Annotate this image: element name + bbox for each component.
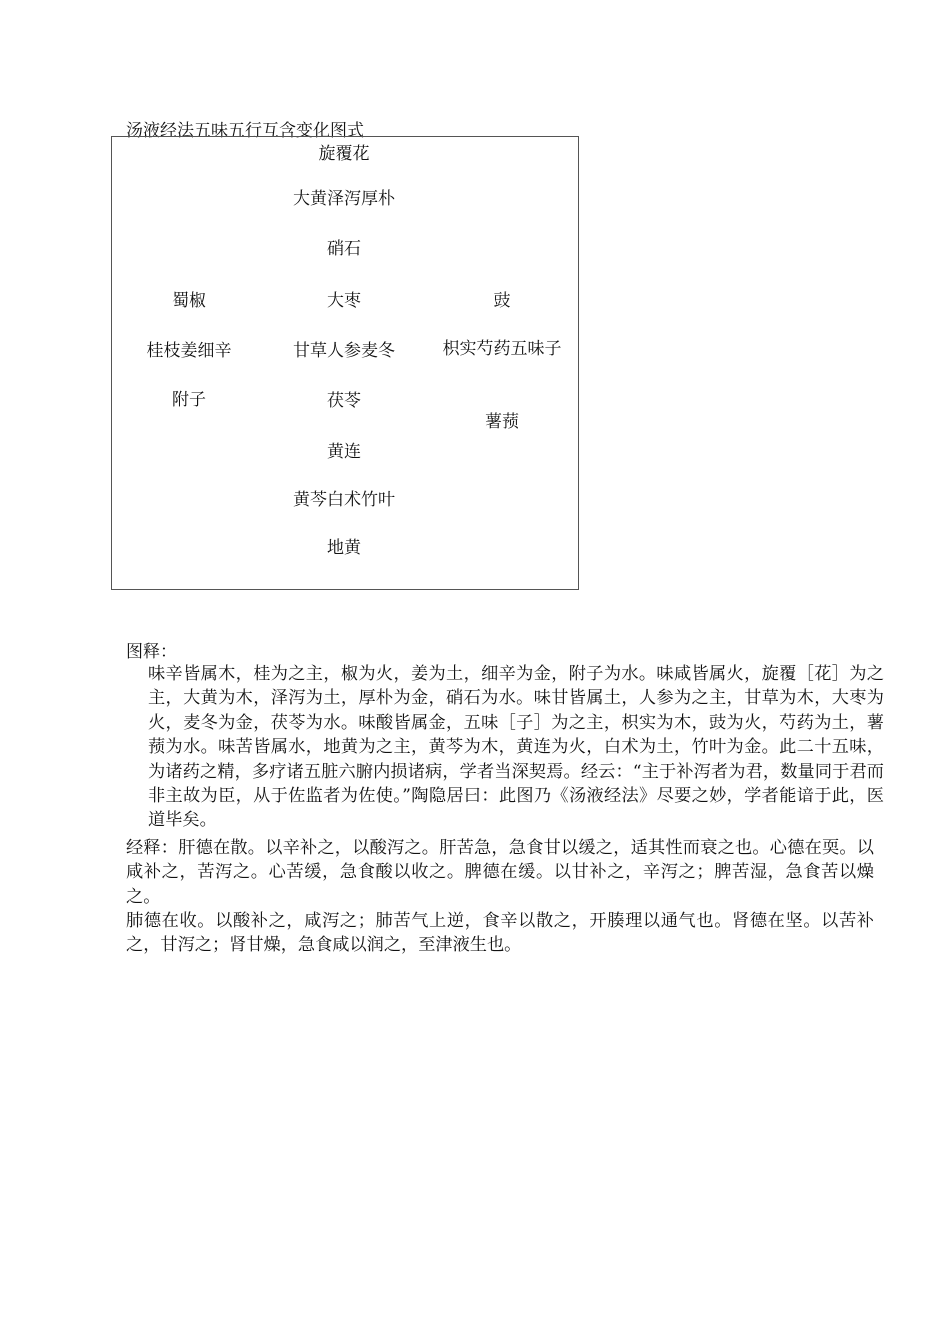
herb-center-7: 黄连 — [327, 442, 361, 462]
diagram-title: 汤液经法五味五行互含变化图式 — [126, 121, 364, 141]
herb-center-4: 大枣 — [327, 291, 361, 311]
herb-left-3: 附子 — [172, 390, 206, 410]
five-flavors-diagram — [111, 136, 579, 590]
jingshi-paragraph-1: 经释：肝德在散。以辛补之，以酸泻之。肝苦急，急食甘以缓之，适其性而衰之也。心德在耎。以咸补之，苦泻之。心苦缓，急食酸以收之。脾德在缓。以甘补之，辛泻之；脾苦湿，急食苦以燥之。 — [126, 838, 874, 907]
herb-right-2: 枳实芍药五味子 — [442, 339, 562, 359]
herb-right-3: 薯蓣 — [485, 412, 519, 432]
herb-center-6: 茯苓 — [327, 391, 361, 411]
herb-left-1: 蜀椒 — [172, 291, 206, 311]
herb-left-2: 桂枝姜细辛 — [146, 341, 232, 361]
jingshi-paragraph-2: 肺德在收。以酸补之，咸泻之；肺苦气上逆，食辛以散之，开腠理以通气也。肾德在坚。以苦补之，甘泻之；肾甘燥，急食咸以润之，至津液生也。 — [126, 911, 874, 956]
herb-center-1: 旋覆花 — [318, 144, 370, 164]
herb-center-2: 大黄泽泻厚朴 — [293, 189, 395, 209]
herb-center-8: 黄芩白术竹叶 — [293, 490, 395, 510]
caption-label: 图释： — [126, 642, 177, 662]
herb-right-1: 豉 — [493, 291, 511, 311]
herb-center-3: 硝石 — [327, 239, 361, 259]
herb-center-5: 甘草人参麦冬 — [293, 341, 395, 361]
herb-center-9: 地黄 — [327, 538, 361, 558]
explanation-paragraph: 味辛皆属木，桂为之主，椒为火，姜为土，细辛为金，附子为水。味咸皆属火，旋覆［花］为之主，大黄为木，泽泻为土，厚朴为金，硝石为水。味甘皆属土，人参为之主，甘草为木，大枣为火，麦冬为金，茯苓为水。味酸皆属金，五味［子］为之主，枳实为木，豉为火，芍药为土，薯蓣为水。味苦皆属水，地黄为之主，黄芩为木，黄连为火，白术为土，竹叶为金。此二十五味，为诸药之精，多疗诸五脏六腑内损诸病，学者当深契焉。经云：“主于补泻者为君，数量同于君而非主故为臣，从于佐监者为佐使。”陶隐居曰：此图乃《汤液经法》尽要之妙，学者能谙于此，医道毕矣。 — [148, 664, 884, 831]
